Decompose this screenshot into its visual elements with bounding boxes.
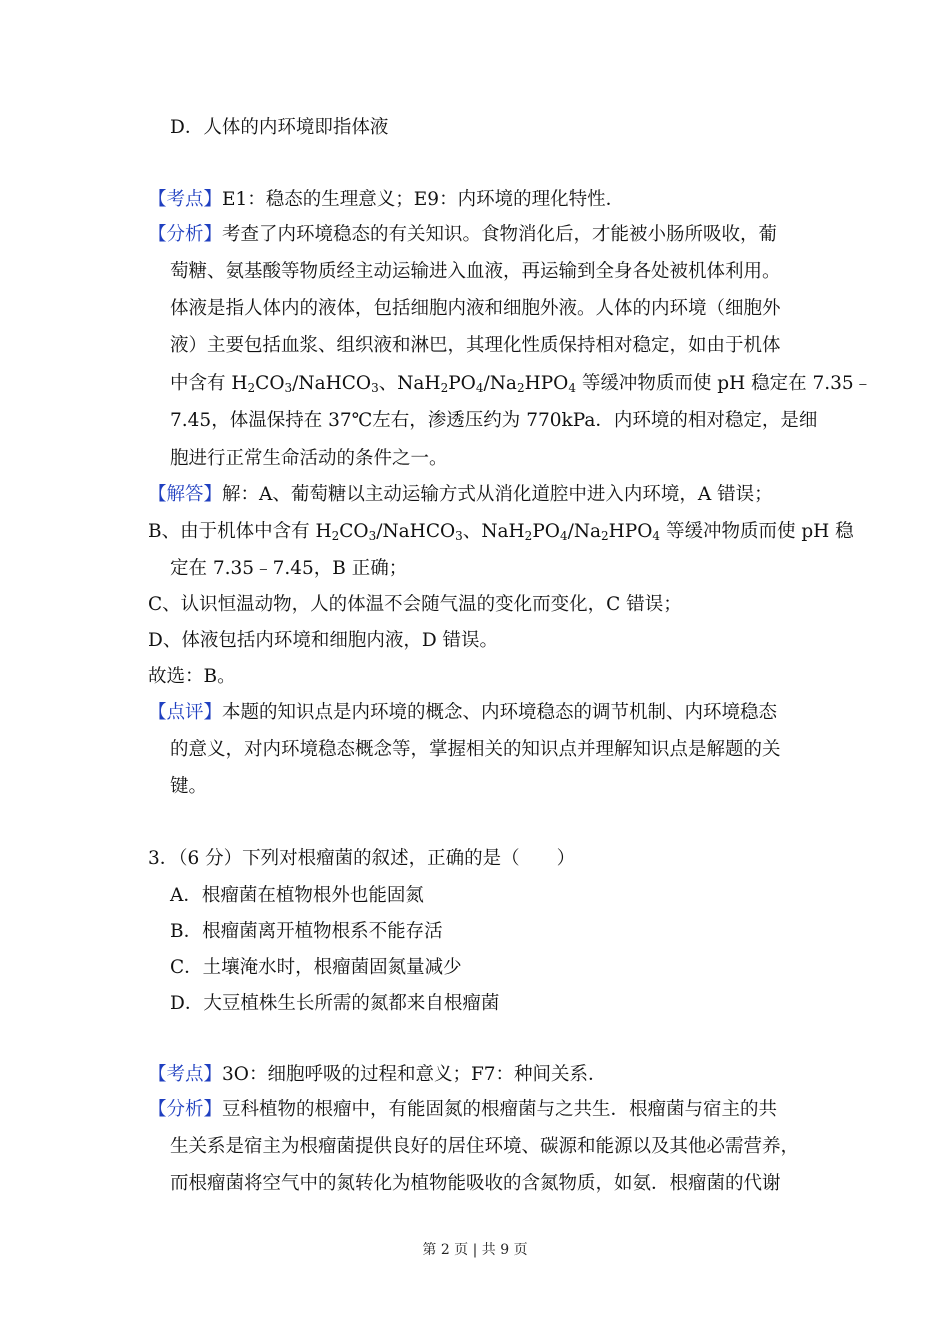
q2-fenxi-line-7: 胞进行正常生命活动的条件之一。: [170, 448, 448, 469]
q2-fenxi-line-1: [148, 216, 777, 253]
q2-jieda-line-c: C、认识恒温动物，人的体温不会随气温的变化而变化，C 错误；: [148, 594, 682, 615]
dianping-tag: 【点评】: [148, 702, 223, 723]
q3-fenxi-line-2: 生关系是宿主为根瘤菌提供良好的居住环境、碳源和能源以及其他必需营养，: [170, 1136, 800, 1157]
dianping-text: 本题的知识点是内环境的概念、内环境稳态的调节机制、内环境稳态: [222, 702, 778, 723]
page-footer: 第 2 页 | 共 9 页: [422, 1242, 528, 1258]
q2-jieda-line-b: [148, 513, 854, 550]
jieda-tag: 【解答】: [148, 484, 223, 505]
q3-fenxi-line-1: [148, 1091, 777, 1128]
q2-fenxi-line-4: 液）主要包括血浆、组织液和淋巴，其理化性质保持相对稳定，如由于机体: [170, 335, 781, 356]
fenxi-l5-suffix: 等缓冲物质而使 pH 稳定在 7.35﹣: [575, 373, 873, 394]
fenxi-l5-prefix: 中含有: [170, 373, 232, 394]
q2-jieda-line-d: D、体液包括内环境和细胞内液，D 错误。: [148, 630, 499, 651]
q2-fenxi-line-3: 体液是指人体内的液体，包括细胞内液和细胞外液。人体的内环境（细胞外: [170, 298, 781, 319]
fenxi-text: 考查了内环境稳态的有关知识。食物消化后，才能被小肠所吸收，葡: [222, 224, 778, 245]
q3-option-b: B．根瘤菌离开植物根系不能存活: [170, 921, 443, 942]
jieda-a: 解：A、葡萄糖以主动运输方式从消化道腔中进入内环境，A 错误；: [222, 484, 773, 505]
q2-jieda-line-a: [148, 476, 773, 513]
q2-dianping-line-3: 键。: [170, 776, 208, 797]
q2-fenxi-line-6: 7.45，体温保持在 37℃左右，渗透压约为 770kPa．内环境的相对稳定，是细: [170, 410, 818, 431]
q3-option-a: A．根瘤菌在植物根外也能固氮: [170, 885, 424, 906]
q2-dianping-line-1: [148, 694, 777, 731]
jieda-b-suffix: 等缓冲物质而使 pH 稳: [660, 521, 854, 542]
buffer-formula: $H_2CO_3/NaHCO_3$、$NaH_2PO_4/Na_2HPO_4$: [231, 373, 576, 395]
q3-fenxi-line-3: 而根瘤菌将空气中的氮转化为植物能吸收的含氮物质，如氨．根瘤菌的代谢: [170, 1173, 781, 1194]
q2-option-d: D．人体的内环境即指体液: [170, 117, 389, 138]
q2-fenxi-line-5: [170, 365, 872, 402]
q2-answer: 故选：B。: [148, 666, 236, 687]
q3-fenxi-text: 豆科植物的根瘤中，有能固氮的根瘤菌与之共生．根瘤菌与宿主的共: [222, 1099, 778, 1120]
buffer-formula-2: $H_2CO_3/NaHCO_3$、$NaH_2PO_4/Na_2HPO_4$: [315, 521, 661, 543]
q3-kaodian-text: 3O：细胞呼吸的过程和意义；F7：种间关系．: [222, 1064, 607, 1085]
q3-fenxi-tag: 【分析】: [148, 1099, 223, 1120]
q2-jieda-line-b2: 定在 7.35﹣7.45，B 正确；: [170, 558, 408, 579]
kaodian-text: E1：稳态的生理意义；E9：内环境的理化特性．: [222, 189, 625, 210]
q3-kaodian: [148, 1056, 607, 1093]
q2-kaodian: [148, 181, 624, 218]
q2-dianping-line-2: 的意义，对内环境稳态概念等，掌握相关的知识点并理解知识点是解题的关: [170, 739, 781, 760]
q3-option-d: D．大豆植株生长所需的氮都来自根瘤菌: [170, 993, 500, 1014]
q3-stem: 3．（6 分）下列对根瘤菌的叙述，正确的是（ ）: [148, 848, 576, 869]
q3-kaodian-tag: 【考点】: [148, 1064, 223, 1085]
q2-fenxi-line-2: 萄糖、氨基酸等物质经主动运输进入血液，再运输到全身各处被机体利用。: [170, 261, 781, 282]
jieda-b-prefix: B、由于机体中含有: [148, 521, 316, 542]
kaodian-tag: 【考点】: [148, 189, 223, 210]
fenxi-tag: 【分析】: [148, 224, 223, 245]
q3-option-c: C．土壤淹水时，根瘤菌固氮量减少: [170, 957, 462, 978]
